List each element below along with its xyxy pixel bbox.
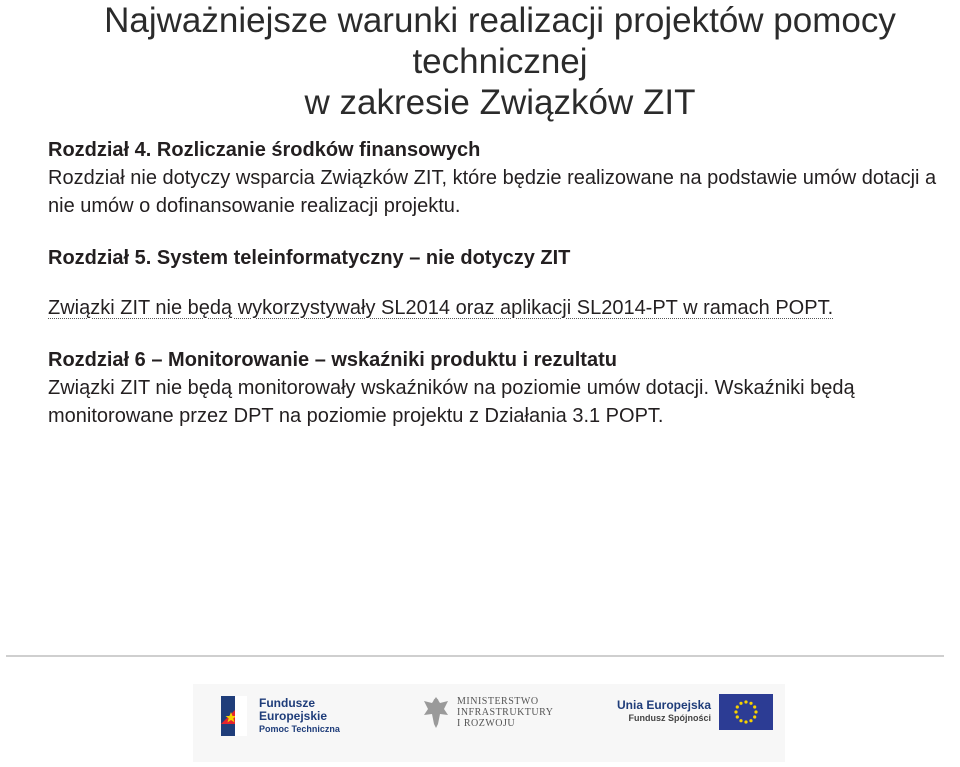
section-4 [48, 136, 960, 220]
slide-title [20, 0, 960, 123]
section-4-heading: Rozdział 4. Rozliczanie środków finansowych [48, 139, 481, 161]
title-line-1: Najważniejsze warunki realizacji projektów pomocy [104, 1, 896, 40]
ministry-logo [421, 694, 553, 730]
fundusze-europejskie-logo [219, 694, 340, 738]
fe-line1: Fundusze [259, 695, 315, 710]
fe-star-icon [219, 694, 251, 738]
title-line-3: w zakresie Związków ZIT [304, 83, 696, 122]
section-6-body: Związki ZIT nie będą monitorowały wskaźników na poziomie umów dotacji. Wskaźniki będą monitorowane przez DPT na poziomie projektu z Działania 3.1 POPT. [48, 377, 855, 427]
section-5-heading: Rozdział 5. System teleinformatyczny – nie dotyczy ZIT [48, 247, 571, 269]
eu-line1: Unia Europejska [617, 698, 712, 712]
eagle-emblem-icon [421, 694, 451, 730]
ministry-line3: I ROZWOJU [457, 717, 516, 729]
fe-line3: Pomoc Techniczna [259, 723, 340, 734]
fe-line2: Europejskie [259, 708, 328, 723]
title-line-2: technicznej [412, 42, 588, 81]
section-6 [48, 346, 960, 430]
section-5-body: Związki ZIT nie będą wykorzystywały SL2014 oraz aplikacji SL2014-PT w ramach POPT. [48, 297, 834, 319]
ministry-line1: MINISTERSTWO [457, 695, 539, 707]
logo-bar [193, 684, 785, 762]
unia-europejska-logo [617, 694, 773, 730]
section-5 [48, 244, 960, 322]
ministry-line2: INFRASTRUKTURY [457, 706, 554, 718]
slide-body [48, 136, 960, 430]
eu-flag-icon [719, 694, 773, 730]
section-4-body: Rozdział nie dotyczy wsparcia Związków ZIT, które będzie realizowane na podstawie umów dotacji a nie umów o dofinansowanie realizacji projektu. [48, 167, 937, 217]
section-6-heading: Rozdział 6 – Monitorowanie – wskaźniki produktu i rezultatu [48, 349, 617, 371]
footer-divider [6, 655, 944, 657]
eu-line2: Fundusz Spójności [628, 713, 712, 723]
